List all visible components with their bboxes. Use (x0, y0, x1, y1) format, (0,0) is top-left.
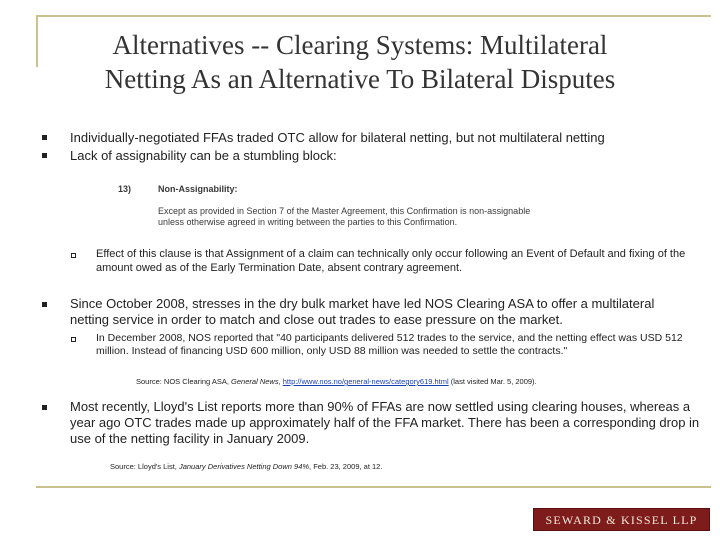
source-citation-nos: Source: NOS Clearing ASA, General News, http://www.nos.no/general-news/category619.html (last visited Mar. 5, 2009). (136, 377, 537, 386)
frame-top-rule (36, 15, 711, 17)
title-line-1: Alternatives -- Clearing Systems: Multilateral (112, 30, 608, 60)
sub-bullet-assignment-effect: Effect of this clause is that Assignment of a claim can technically only occur following an Event of Default and fixing of the amount owed as of the Early Termination Date, absent contrary agreement. (96, 248, 686, 274)
frame-bottom-rule (36, 486, 711, 488)
bullet-marker (42, 151, 47, 160)
seward-kissel-logo: SEWARD & KISSEL LLP (533, 508, 710, 531)
sub-bullet-marker (71, 251, 76, 260)
source-citation-lloyds: Source: Lloyd's List, January Derivatives Netting Down 94%, Feb. 23, 2009, at 12. (110, 462, 383, 471)
bullet-lloyds-list: Most recently, Lloyd's List reports more than 90% of FFAs are now settled using clearing houses, whereas a year ago OTC trades made up approximately half of the FFA market. There has been a corresponding drop in use of the netting facility in January 2009. (70, 399, 700, 446)
excerpt-body: Except as provided in Section 7 of the Master Agreement, this Confirmation is non-assignable unless otherwise agreed in writing between the parties to this Confirmation. (158, 206, 531, 227)
excerpt-heading: Non-Assignability: (158, 184, 238, 194)
bullet-bilateral-netting: Individually-negotiated FFAs traded OTC allow for bilateral netting, but not multilateral netting (70, 130, 605, 145)
bullet-marker (42, 133, 47, 142)
bullet-marker (42, 300, 47, 309)
frame-left-rule (36, 15, 38, 67)
excerpt-number: 13) (118, 184, 132, 194)
title-line-2: Netting As an Alternative To Bilateral Disputes (104, 64, 616, 94)
nos-source-link[interactable]: http://www.nos.no/general-news/category619.html (282, 377, 449, 386)
sub-bullet-marker (71, 335, 76, 344)
bullet-marker (42, 403, 47, 412)
slide-title (40, 28, 680, 96)
sub-bullet-nos-report: In December 2008, NOS reported that "40 participants delivered 512 trades to the service, and the netting effect was USD 512 million. Instead of financing USD 600 million, only USD 88 million was needed to settle the contracts." (96, 332, 683, 357)
bullet-nos-clearing: Since October 2008, stresses in the dry bulk market have led NOS Clearing ASA to offer a multilateral netting service in order to match and close out trades to ease pressure on the market. (70, 296, 655, 327)
bullet-assignability: Lack of assignability can be a stumbling block: (70, 148, 337, 163)
